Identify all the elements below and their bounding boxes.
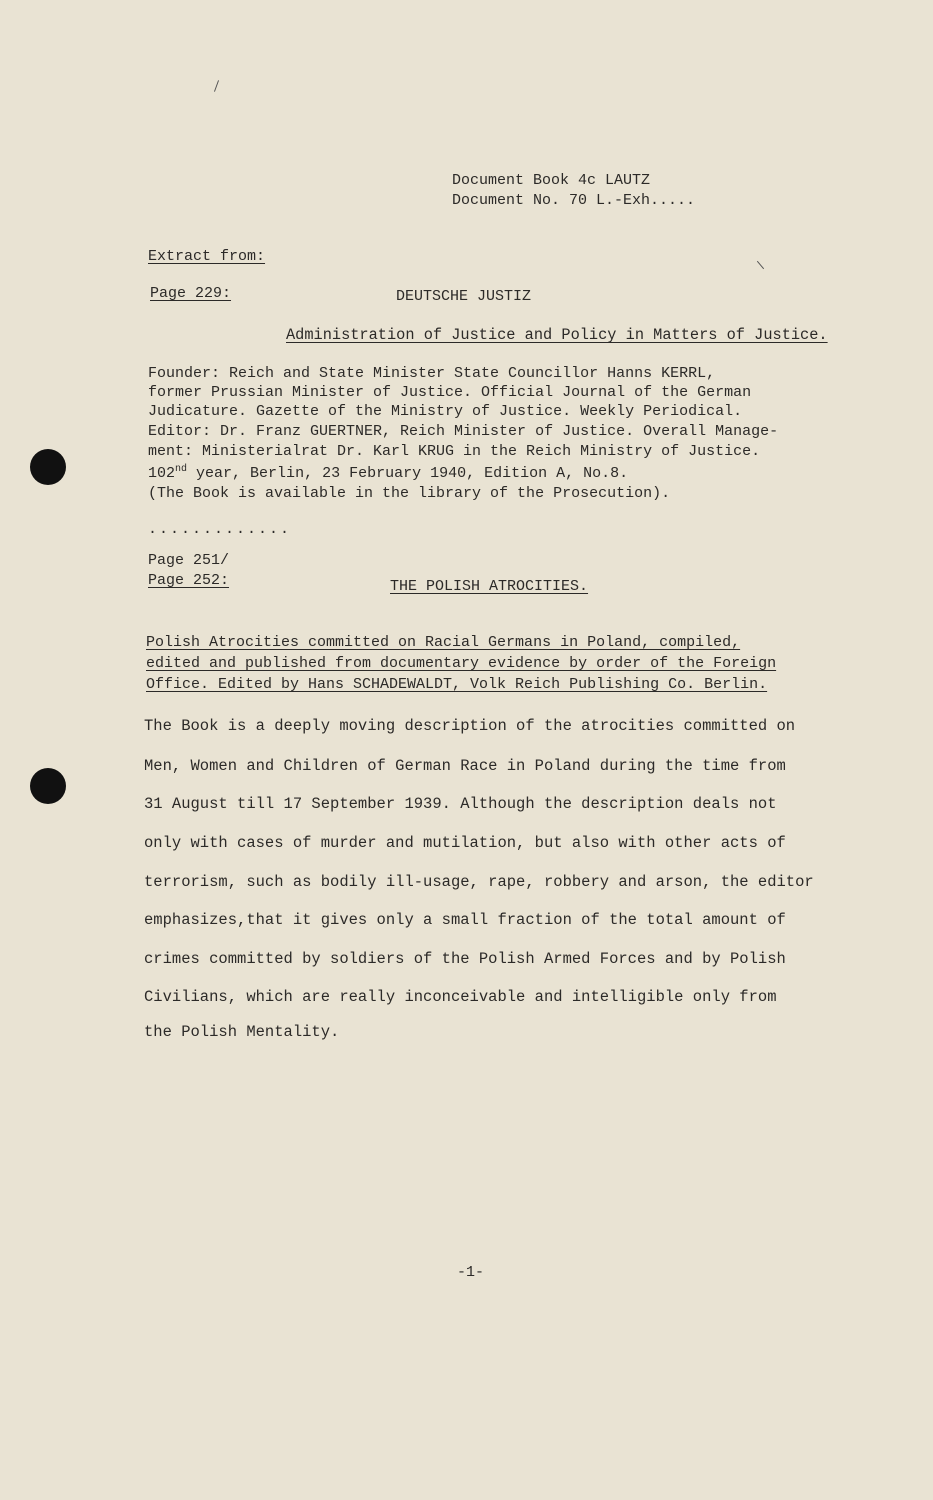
publication-subtitle: Administration of Justice and Policy in Matters of Justice. xyxy=(286,326,828,344)
body-line: crimes committed by soldiers of the Polish Armed Forces and by Polish xyxy=(144,950,786,968)
document-book-label: Document Book 4c LAUTZ xyxy=(452,172,651,189)
document-number-label: Document No. 70 L.-Exh..... xyxy=(452,192,696,209)
body-line: 31 August till 17 September 1939. Although the description deals not xyxy=(144,795,777,813)
intro-line: edited and published from documentary evidence by order of the Foreign xyxy=(146,655,777,672)
body-line: The Book is a deeply moving description of the atrocities committed on xyxy=(144,717,796,735)
page-252-label: Page 252: xyxy=(148,572,230,589)
founder-line: Founder: Reich and State Minister State Councillor Hanns KERRL, xyxy=(148,365,716,382)
editor-line: Editor: Dr. Franz GUERTNER, Reich Minister of Justice. Overall Manage- xyxy=(148,423,779,440)
founder-line: former Prussian Minister of Justice. Official Journal of the German xyxy=(148,384,752,401)
publication-title: DEUTSCHE JUSTIZ xyxy=(396,288,532,305)
punch-hole xyxy=(30,449,66,485)
section-title: THE POLISH ATROCITIES. xyxy=(390,578,589,595)
body-line: terrorism, such as bodily ill-usage, rape, robbery and arson, the editor xyxy=(144,873,814,891)
punch-hole xyxy=(30,768,66,804)
body-line: only with cases of murder and mutilation, but also with other acts of xyxy=(144,834,786,852)
body-line: Men, Women and Children of German Race in Poland during the time from xyxy=(144,757,786,775)
intro-line: Polish Atrocities committed on Racial Germans in Poland, compiled, xyxy=(146,634,741,651)
body-line: emphasizes,that it gives only a small fraction of the total amount of xyxy=(144,911,786,929)
body-line: Civilians, which are really inconceivable and intelligible only from xyxy=(144,988,777,1006)
availability-line: (The Book is available in the library of the Prosecution). xyxy=(148,485,671,502)
year-line xyxy=(148,465,628,481)
year-suffix: nd xyxy=(175,464,188,475)
page-251-label: Page 251/ xyxy=(148,552,230,569)
separator-dots: ............. xyxy=(148,521,292,538)
intro-line: Office. Edited by Hans SCHADEWALDT, Volk Reich Publishing Co. Berlin. xyxy=(146,676,768,693)
founder-line: Judicature. Gazette of the Ministry of Justice. Weekly Periodical. xyxy=(148,403,743,420)
body-line: the Polish Mentality. xyxy=(144,1023,340,1041)
page-number: -1- xyxy=(457,1264,485,1281)
extract-label: Extract from: xyxy=(148,248,266,265)
page-229-label: Page 229: xyxy=(150,285,232,302)
pen-mark xyxy=(757,261,764,269)
management-line: ment: Ministerialrat Dr. Karl KRUG in the Reich Ministry of Justice. xyxy=(148,443,761,460)
year-number: 102 xyxy=(148,465,176,482)
year-text: year, Berlin, 23 February 1940, Edition A, No.8. xyxy=(196,465,629,482)
pen-mark xyxy=(214,80,219,92)
